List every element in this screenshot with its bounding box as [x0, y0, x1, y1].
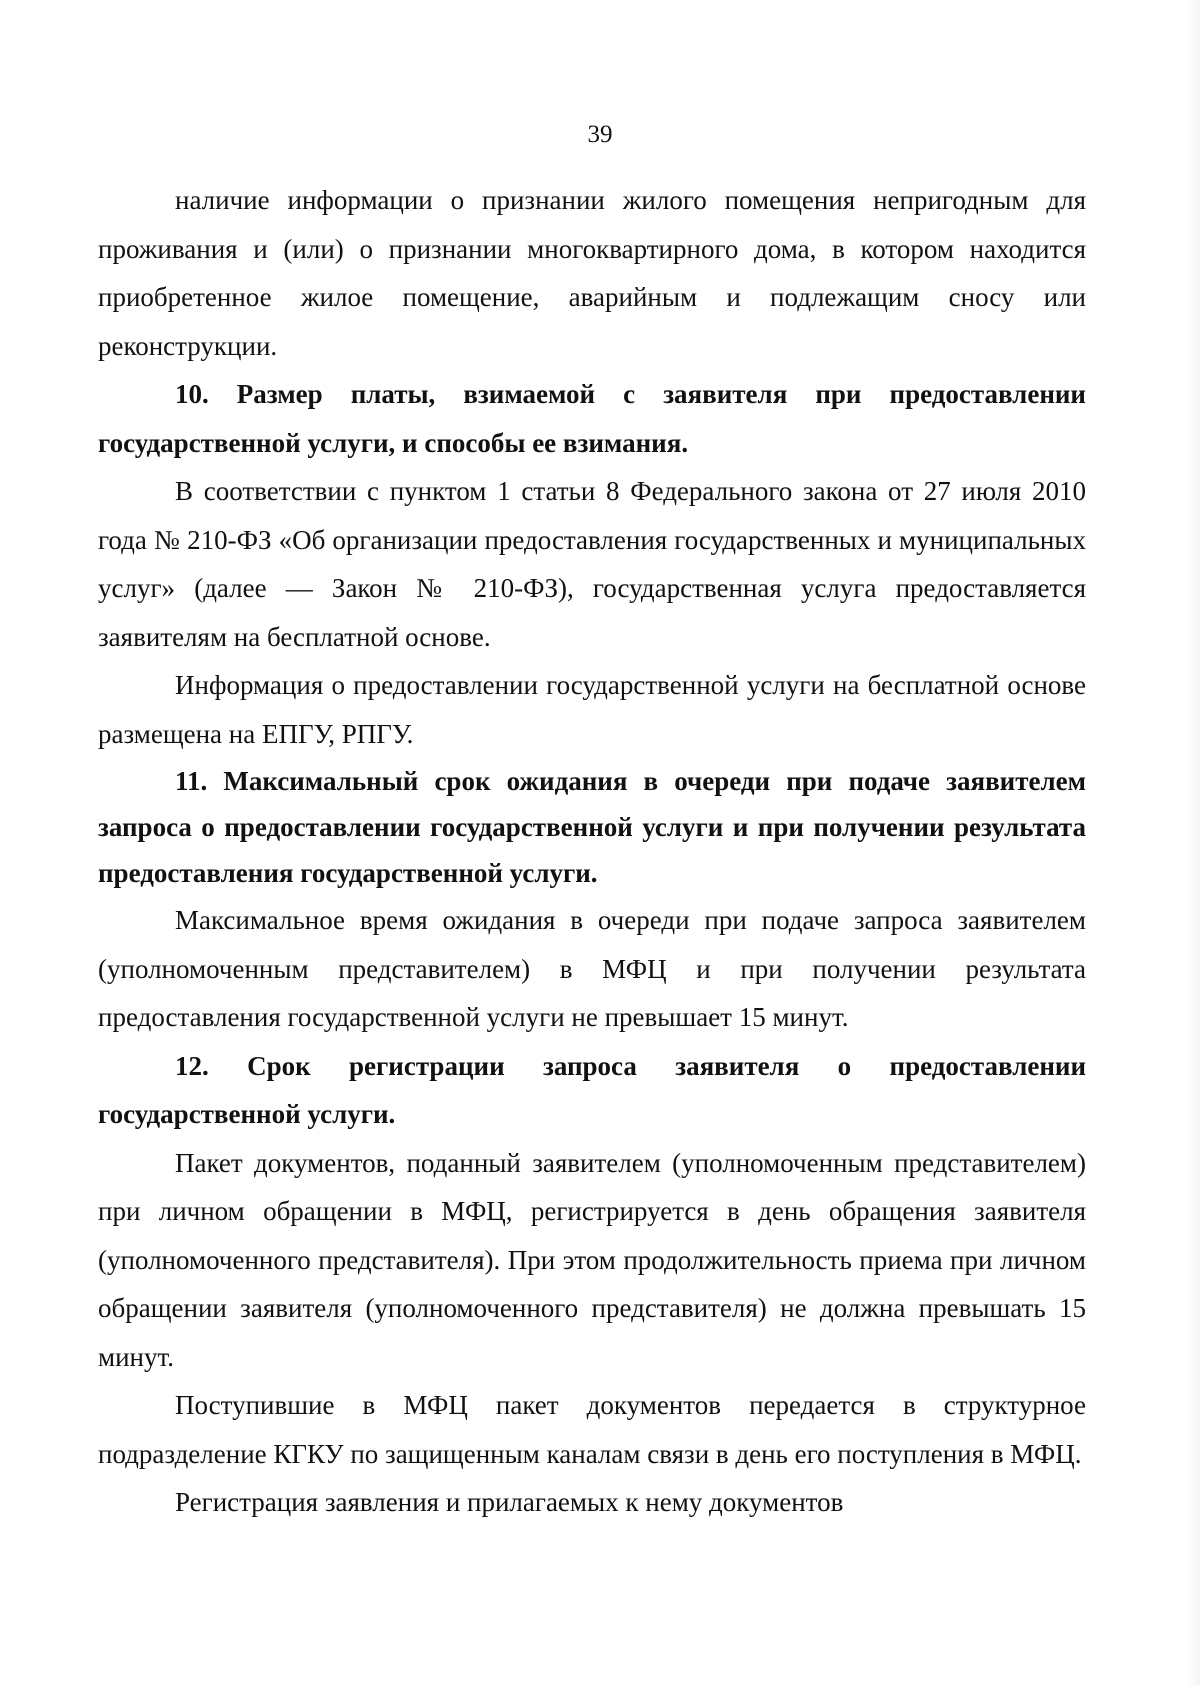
- paragraph-free-service-info: Информация о предоставлении государственной услуги на бесплатной основе размещена на ЕПГУ, РПГУ.: [98, 670, 1086, 749]
- paragraph-registration-time: Пакет документов, поданный заявителем (уполномоченным представителем) при личном обращении в МФЦ, регистрируется в день обращения заявителя (уполномоченного представителя). При этом продолжительность приема при личном обращении заявителя (уполномоченного представителя) не должна превышать 15 минут.: [98, 1147, 1086, 1372]
- scan-edge-shadow: [1186, 0, 1200, 1685]
- paragraph-registration-start: Регистрация заявления и прилагаемых к нему документов: [175, 1487, 844, 1517]
- section-heading-11: 11. Максимальный срок ожидания в очереди при подаче заявителем запроса о предоставлении государственной услуги и при получении результата предоставления государственной услуги.: [98, 766, 1086, 888]
- document-body: [98, 176, 1086, 1527]
- paragraph-free-service-law: В соответствии с пунктом 1 статьи 8 Федерального закона от 27 июля 2010 года № 210-ФЗ «Об организации предоставления государственных и муниципальных услуг» (далее — Закон № 210-ФЗ), государственная услуга предоставляется заявителям на бесплатной основе.: [98, 476, 1086, 652]
- paragraph-queue-time: Максимальное время ожидания в очереди при подаче запроса заявителем (уполномоченным представителем) в МФЦ и при получении результата предоставления государственной услуги не превышает 15 минут.: [98, 905, 1086, 1032]
- paragraph-housing-condition: наличие информации о признании жилого помещения непригодным для проживания и (или) о признании многоквартирного дома, в котором находится приобретенное жилое помещение, аварийным и подлежащим сносу или реконструкции.: [98, 185, 1086, 361]
- section-heading-12: 12. Срок регистрации запроса заявителя о предоставлении государственной услуги.: [98, 1050, 1086, 1129]
- paragraph-document-transfer: Поступившие в МФЦ пакет документов передается в структурное подразделение КГКУ по защищенным каналам связи в день его поступления в МФЦ.: [98, 1390, 1086, 1469]
- page-number: 39: [587, 121, 613, 148]
- section-heading-10: 10. Размер платы, взимаемой с заявителя при предоставлении государственной услуги, и способы ее взимания.: [98, 379, 1086, 458]
